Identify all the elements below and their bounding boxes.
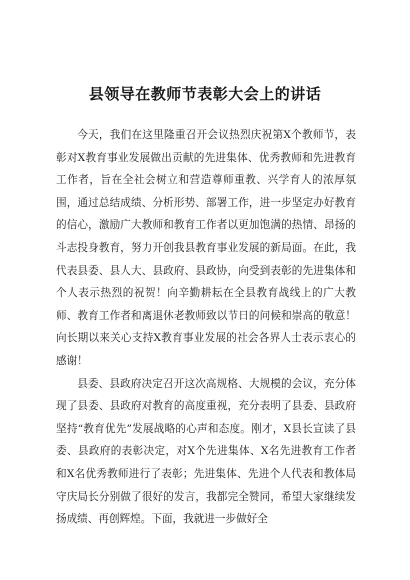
document-body — [56, 124, 356, 531]
document-title: 县领导在教师节表彰大会上的讲话 — [88, 85, 322, 103]
paragraph: 今天，我们在这里隆重召开会议热烈庆祝第X个教师节，表彰对X教育事业发展做出贡献的先进集体、优秀教师和先进教育工作者，旨在全社会树立和营造尊师重教、兴学育人的浓厚氛围，通过总结成绩、分析形势、部署工作，进一步坚定办好教育的信心，激励广大教师和教育工作者以更加饱满的热情、昂扬的斗志投身教育，努力开创我县教育事业发展的新局面。在此，我代表县委、县人大、县政府、县政协，向受到表彰的先进集体和个人表示热烈的祝贺！向辛勤耕耘在全县教育战线上的广大教师、教育工作者和离退休老教师致以节日的问候和崇高的敬意！向长期以来关心支持X教育事业发展的社会各界人士表示衷心的感谢！ — [56, 129, 356, 367]
paragraph: 县委、县政府决定召开这次高规格、大规模的会议，充分体现了县委、县政府对教育的高度重视，充分表明了县委、县政府坚持“教育优先”发展战略的心声和态度。刚才，X县长宣读了县委、县政府的表彰决定，对X个先进集体、X名先进教育工作者和X名优秀教师进行了表彰；先进集体、先进个人代表和教体局守庆局长分别做了很好的发言，我都完全赞同，希望大家继续发扬成绩、再创辉煌。下面，我就进一步做好全 — [56, 377, 356, 526]
